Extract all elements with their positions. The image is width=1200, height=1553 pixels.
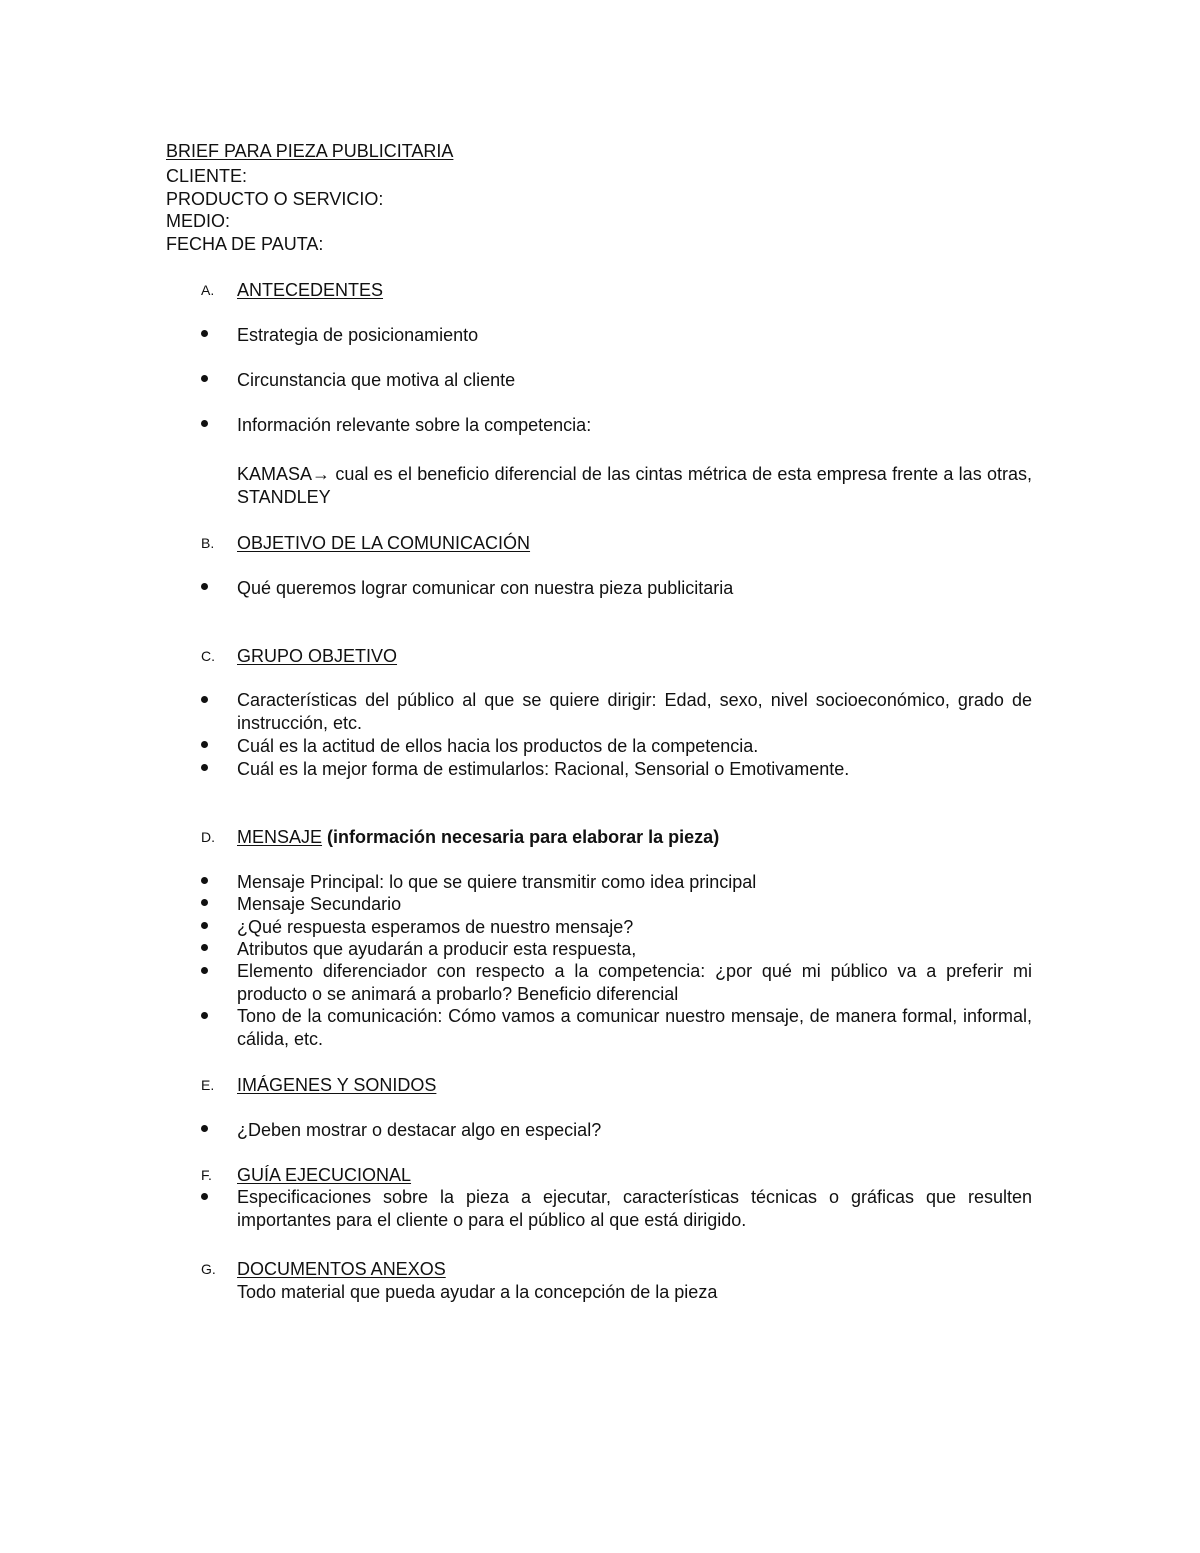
bullet-icon	[201, 1125, 208, 1132]
list-item: ¿Deben mostrar o destacar algo en especial?	[237, 1120, 602, 1140]
bullet-icon	[201, 877, 208, 884]
list-item: Especificaciones sobre la pieza a ejecutar, características técnicas o gráficas que resulten importantes para el cliente o para el público al que está dirigido.	[237, 1187, 1032, 1230]
section-g-title: DOCUMENTOS ANEXOS	[237, 1259, 446, 1279]
bullet-icon	[201, 1193, 208, 1200]
section-e-letter: E.	[201, 1077, 215, 1093]
document-title: BRIEF PARA PIEZA PUBLICITARIA	[166, 141, 454, 161]
fecha-label: FECHA DE PAUTA:	[166, 234, 324, 254]
section-b-title: OBJETIVO DE LA COMUNICACIÓN	[237, 533, 531, 553]
section-d-title: MENSAJE	[237, 827, 323, 847]
cliente-label: CLIENTE:	[166, 166, 248, 186]
section-d-subtitle: (información necesaria para elaborar la pieza)	[322, 827, 720, 847]
section-a-letter: A.	[201, 282, 215, 298]
list-item: Atributos que ayudarán a producir esta respuesta,	[237, 939, 637, 959]
section-a-title: ANTECEDENTES	[237, 280, 384, 300]
bullet-icon	[201, 375, 208, 382]
list-item: Características del público al que se quiere dirigir: Edad, sexo, nivel socioeconómico, grado de instrucción, etc.	[237, 690, 1032, 733]
section-e-title: IMÁGENES Y SONIDOS	[237, 1075, 437, 1095]
list-item: Elemento diferenciador con respecto a la competencia: ¿por qué mi público va a preferir mi producto o se animará a probarlo? Beneficio diferencial	[237, 961, 1032, 1004]
note-prefix: KAMASA	[237, 464, 313, 484]
bullet-icon	[201, 764, 208, 771]
section-g-text: Todo material que pueda ayudar a la concepción de la pieza	[237, 1282, 718, 1302]
section-b-letter: B.	[201, 535, 215, 551]
section-c-letter: C.	[201, 648, 215, 664]
list-item: Qué queremos lograr comunicar con nuestra pieza publicitaria	[237, 578, 734, 598]
section-d-letter: D.	[201, 829, 215, 845]
bullet-icon	[201, 1012, 208, 1019]
bullet-icon	[201, 944, 208, 951]
producto-label: PRODUCTO O SERVICIO:	[166, 189, 384, 209]
list-item: Mensaje Principal: lo que se quiere transmitir como idea principal	[237, 872, 757, 892]
list-item: Cuál es la mejor forma de estimularlos: Racional, Sensorial o Emotivamente.	[237, 759, 850, 779]
list-item: Cuál es la actitud de ellos hacia los productos de la competencia.	[237, 736, 759, 756]
bullet-icon	[201, 420, 208, 427]
competencia-note	[237, 463, 1032, 508]
bullet-icon	[201, 899, 208, 906]
note-text: cual es el beneficio diferencial de las cintas métrica de esta empresa frente a las otras, STANDLEY	[237, 464, 1032, 507]
section-c-title: GRUPO OBJETIVO	[237, 646, 398, 666]
bullet-icon	[201, 741, 208, 748]
bullet-icon	[201, 922, 208, 929]
list-item: ¿Qué respuesta esperamos de nuestro mensaje?	[237, 917, 634, 937]
arrow-right-icon: →	[312, 464, 331, 484]
bullet-icon	[201, 583, 208, 590]
list-item: Tono de la comunicación: Cómo vamos a comunicar nuestro mensaje, de manera formal, informal, cálida, etc.	[237, 1006, 1032, 1049]
bullet-icon	[201, 696, 208, 703]
section-f-title: GUÍA EJECUCIONAL	[237, 1165, 412, 1185]
bullet-icon	[201, 330, 208, 337]
section-d-heading	[237, 826, 719, 848]
section-g-letter: G.	[201, 1261, 216, 1277]
medio-label: MEDIO:	[166, 211, 231, 231]
section-f-letter: F.	[201, 1167, 212, 1183]
list-item: Información relevante sobre la competencia:	[237, 415, 592, 435]
list-item: Mensaje Secundario	[237, 894, 402, 914]
list-item: Estrategia de posicionamiento	[237, 325, 479, 345]
bullet-icon	[201, 967, 208, 974]
list-item: Circunstancia que motiva al cliente	[237, 370, 516, 390]
